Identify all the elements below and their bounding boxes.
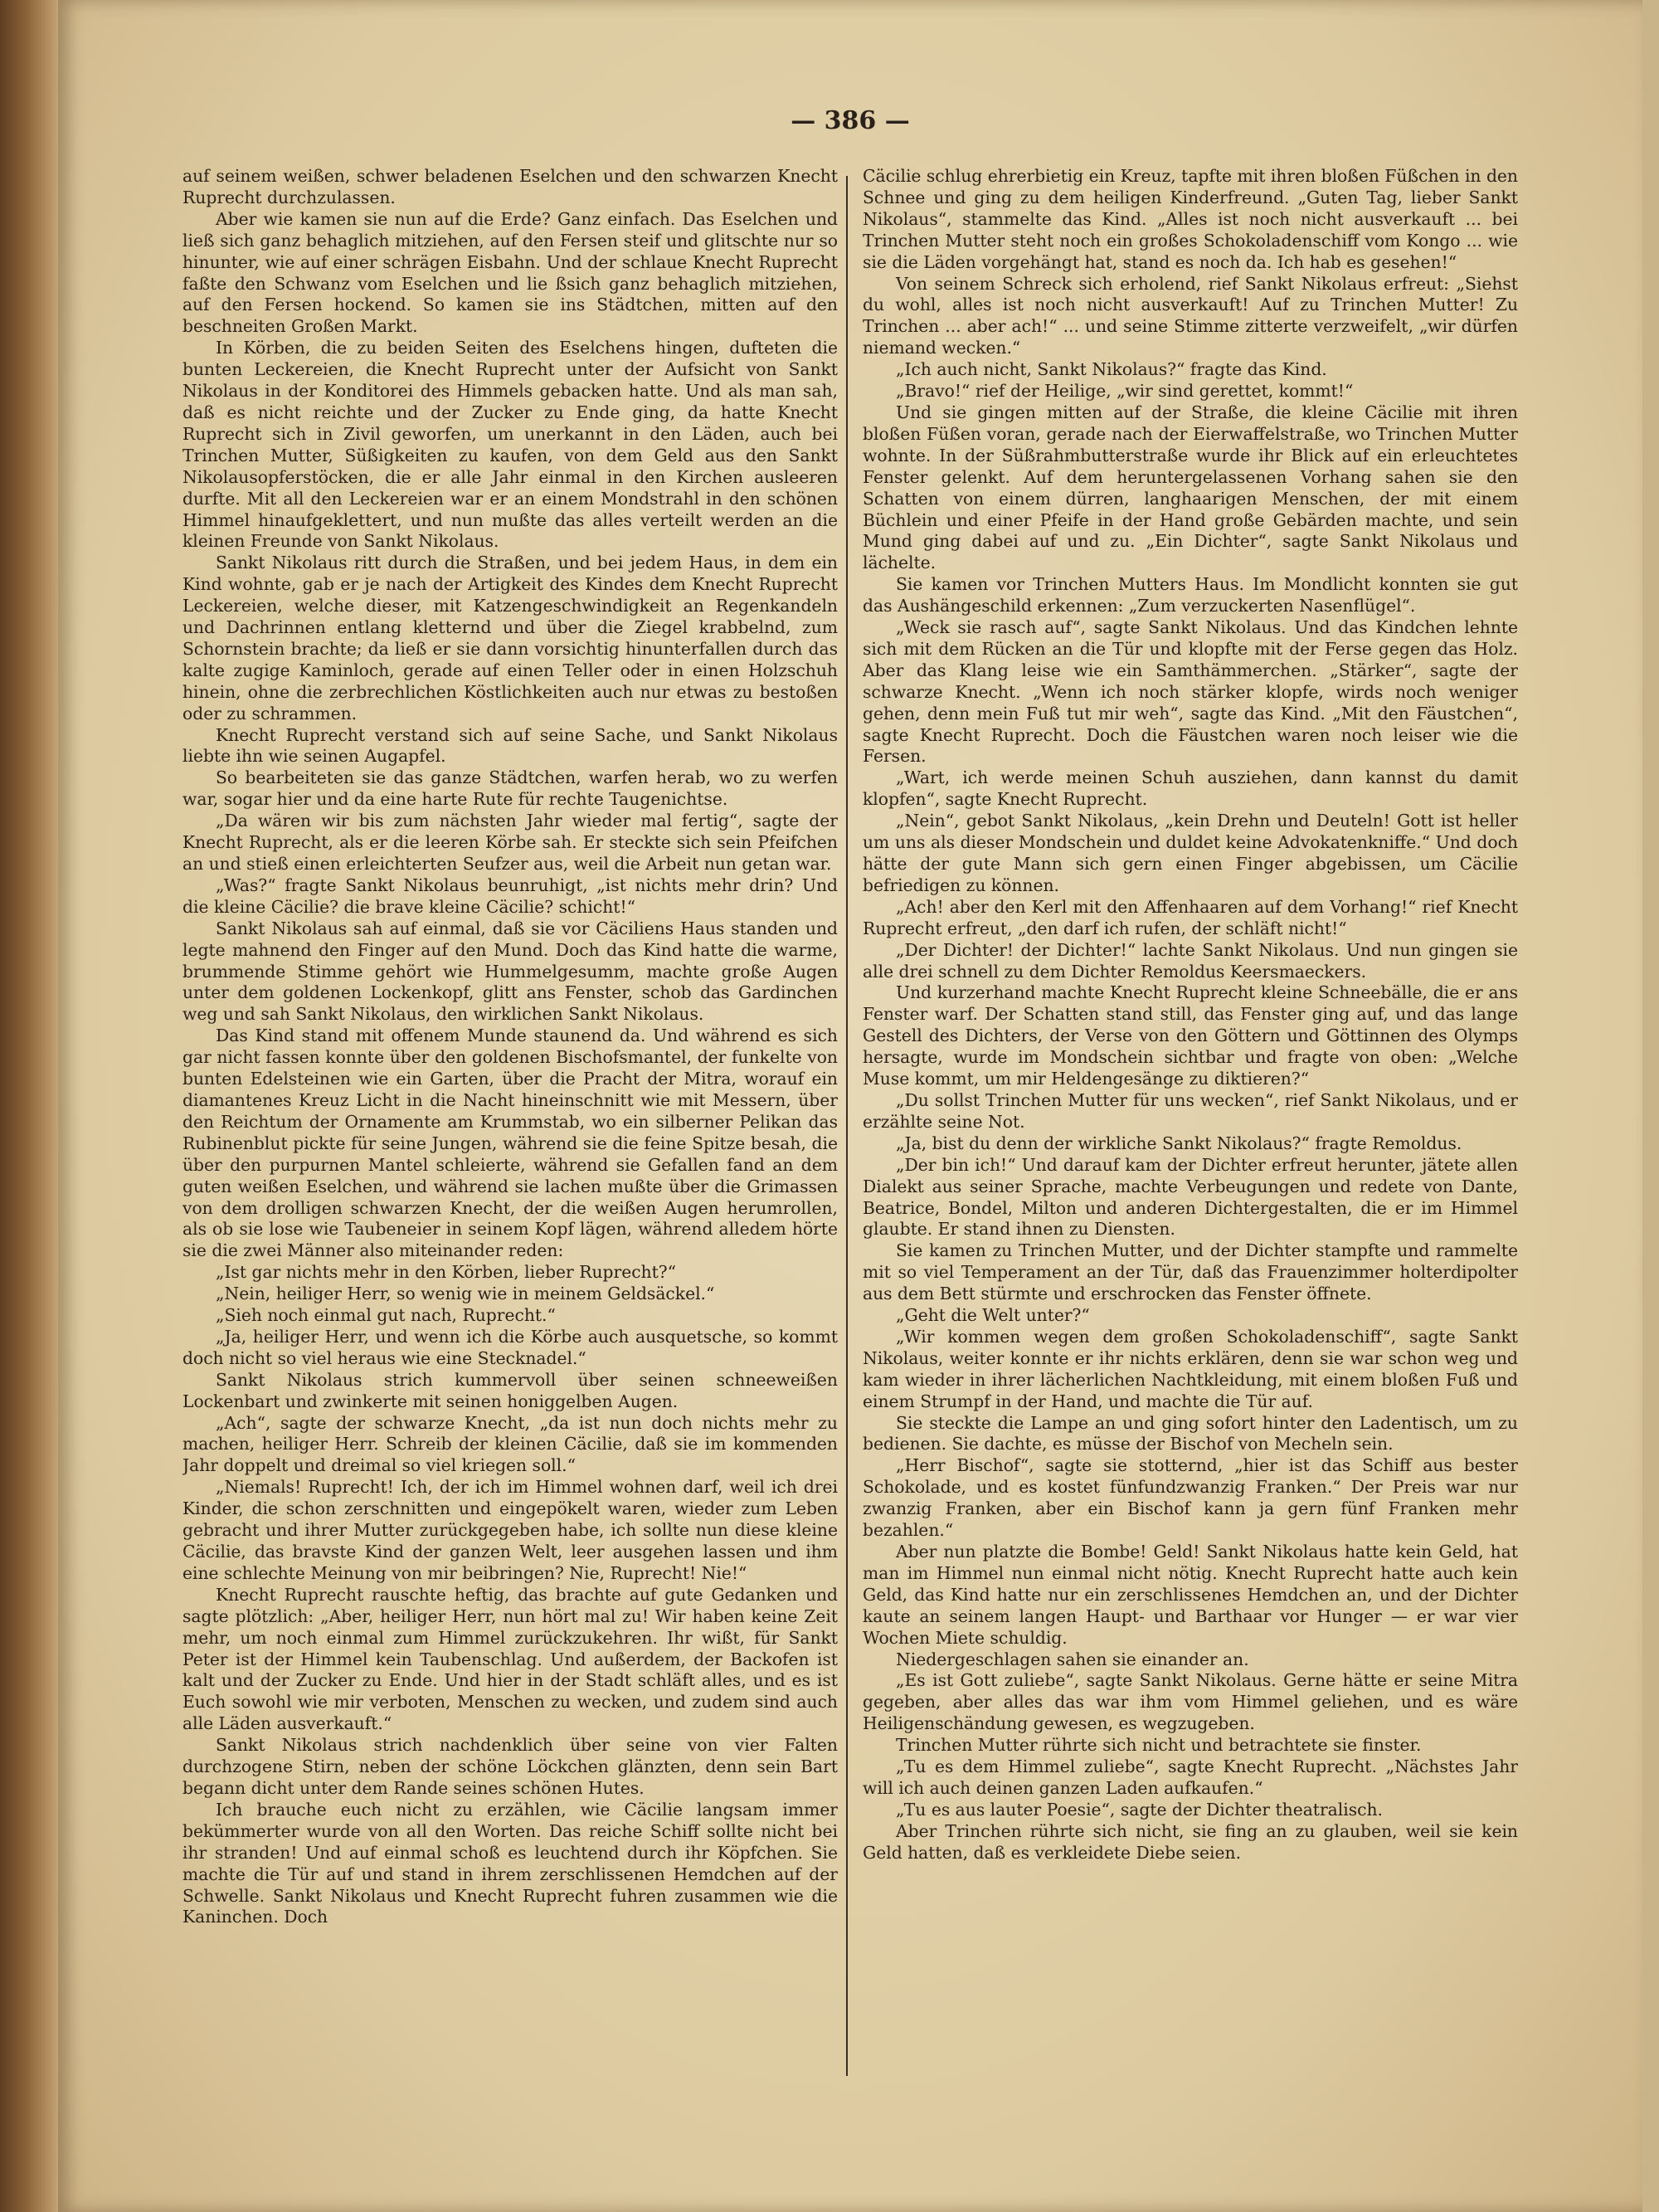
paragraph: „Der Dichter! der Dichter!“ lachte Sankt Nikolaus. Und nun gingen sie alle drei schnell zu dem Dichter Remoldus Keersmaeckers. <box>863 939 1518 982</box>
paragraph: „Ach! aber den Kerl mit den Affenhaaren auf dem Vorhang!“ rief Knecht Ruprecht erfreut, „den darf ich rufen, der schläft nicht!“ <box>863 896 1518 938</box>
paragraph: Cäcilie schlug ehrerbietig ein Kreuz, tapfte mit ihren bloßen Füßchen in den Schnee und ging zu dem heiligen Kinderfreund. „Guten Tag, lieber Sankt Nikolaus“, stammelte das Kind. „Alles ist noch nicht ausverkauft ... bei Trinchen Mutter steht noch ein großes Schokoladenschiff vom Kongo ... wie sie die Läden vorgehängt hat, stand es noch da. Ich hab es gesehen!“ <box>863 166 1518 272</box>
paragraph: „Herr Bischof“, sagte sie stotternd, „hier ist das Schiff aus bester Schokolade, und es kostet fünfundzwanzig Franken.“ Der Preis war nur zwanzig Franken, aber ein Bischof kann ja gern fünf Franken mehr bezahlen.“ <box>863 1455 1518 1541</box>
paragraph: Aber nun platzte die Bombe! Geld! Sankt Nikolaus hatte kein Geld, hat man im Himmel nun einmal nicht nötig. Knecht Ruprecht hatte auch kein Geld, das Kind hatte nur ein zerschlissenes Hemdchen an, und der Dichter kaute an seinem langen Haupt- und Barthaar vor Hunger — er war vier Wochen Miete schuldig. <box>863 1542 1518 1648</box>
paragraph: „Es ist Gott zuliebe“, sagte Sankt Nikolaus. Gerne hätte er seine Mitra gegeben, aber alles das war ihm vom Himmel geliehen, und es wäre Heiligenschändung gewesen, es wegzugeben. <box>863 1670 1518 1734</box>
paragraph: „Du sollst Trinchen Mutter für uns wecken“, rief Sankt Nikolaus, und er erzählte seine Not. <box>863 1089 1518 1132</box>
left-column <box>182 166 838 2078</box>
paragraph: Sankt Nikolaus ritt durch die Straßen, und bei jedem Haus, in dem ein Kind wohnte, gab er je nach der Artigkeit des Kindes dem Knecht Ruprecht Leckereien, welche dieser, mit Katzengeschwindigkeit an Regenkandeln und Dachrinnen entlang kletternd und über die Ziegel krabbelnd, zum Schornstein brachte; da ließ er sie dann vorsichtig hinunterfallen durch das kalte zugige Kaminloch, gerade auf einen Teller oder in einen Holzschuh hinein, ohne die zerbrechlichen Köstlichkeiten auch nur etwas zu bestoßen oder zu schrammen. <box>182 553 838 724</box>
paragraph: „Tu es dem Himmel zuliebe“, sagte Knecht Ruprecht. „Nächstes Jahr will ich auch deinen ganzen Laden aufkaufen.“ <box>863 1756 1518 1798</box>
paragraph: „Tu es aus lauter Poesie“, sagte der Dichter theatralisch. <box>896 1799 1383 1820</box>
paragraph: „Nein“, gebot Sankt Nikolaus, „kein Drehn und Deuteln! Gott ist heller um uns als dieser Mondschein und duldet keine Advokatenkniffe.“ Und doch hätte der gute Mann sich gern einen Finger abgebissen, um Cäcilie befriedigen zu können. <box>863 811 1518 895</box>
paragraph: Sie kamen vor Trinchen Mutters Haus. Im Mondlicht konnten sie gut das Aushängeschild erkennen: „Zum verzuckerten Nasenflügel“. <box>863 574 1518 616</box>
paragraph: So bearbeiteten sie das ganze Städtchen, warfen herab, wo zu werfen war, sogar hier und da eine harte Rute für rechte Taugenichtse. <box>182 767 838 810</box>
paragraph: „Ja, bist du denn der wirkliche Sankt Nikolaus?“ fragte Remoldus. <box>896 1133 1462 1153</box>
paragraph: „Weck sie rasch auf“, sagte Sankt Nikolaus. Und das Kindchen lehnte sich mit dem Rücken an die Tür und klopfte mit der Ferse gegen das Holz. Aber das Klang leise wie ein Samthämmerchen. „Stärker“, sagte der schwarze Knecht. „Wenn ich noch stärker klopfe, wirds noch weniger gehen, denn mein Fuß tut mir weh“, sagte das Kind. „Mit den Fäustchen“, sagte Knecht Ruprecht. Doch die Fäustchen waren noch leiser wie die Fersen. <box>863 617 1518 767</box>
paragraph: „Der bin ich!“ Und darauf kam der Dichter erfreut herunter, jätete allen Dialekt aus seiner Sprache, machte Verbeugungen und redete von Dante, Beatrice, Bondel, Milton und anderen Dichtergestalten, die er im Himmel glaubte. Er stand ihnen zu Diensten. <box>863 1154 1518 1240</box>
paragraph: Von seinem Schreck sich erholend, rief Sankt Nikolaus erfreut: „Siehst du wohl, alles ist noch nicht ausverkauft! Auf zu Trinchen Mutter! Zu Trinchen ... aber ach!“ ... und seine Stimme zitterte verzweifelt, „wir dürfen niemand wecken.“ <box>863 273 1518 358</box>
paragraph: „Ach“, sagte der schwarze Knecht, „da ist nun doch nichts mehr zu machen, heiliger Herr. Schreib der kleinen Cäcilie, daß sie im kommenden Jahr doppelt und dreimal so viel kriegen soll.“ <box>182 1412 838 1476</box>
paragraph: „Was?“ fragte Sankt Nikolaus beunruhigt, „ist nichts mehr drin? Und die kleine Cäcilie? die brave kleine Cäcilie? schicht!“ <box>182 875 838 917</box>
paragraph: Sankt Nikolaus sah auf einmal, daß sie vor Cäciliens Haus standen und legte mahnend den Finger auf den Mund. Doch das Kind hatte die warme, brummende Stimme gehört wie Hummelgesumm, machte große Augen unter dem goldenen Lockenkopf, glitt ans Fenster, schob das Gardinchen weg und sah Sankt Nikolaus, den wirklichen Sankt Nikolaus. <box>182 918 838 1025</box>
paragraph: „Ja, heiliger Herr, und wenn ich die Körbe auch ausquetsche, so kommt doch nicht so viel heraus wie eine Stecknadel.“ <box>182 1326 838 1368</box>
paragraph: „Wart, ich werde meinen Schuh ausziehen, dann kannst du damit klopfen“, sagte Knecht Ruprecht. <box>863 767 1518 810</box>
paragraph: „Bravo!“ rief der Heilige, „wir sind gerettet, kommt!“ <box>896 381 1354 402</box>
paragraph: Trinchen Mutter rührte sich nicht und betrachtete sie finster. <box>896 1735 1422 1756</box>
right-column <box>863 166 1518 2078</box>
paragraph: „Ist gar nichts mehr in den Körben, lieber Ruprecht?“ <box>216 1262 677 1283</box>
paragraph: Sankt Nikolaus strich nachdenklich über seine von vier Falten durchzogene Stirn, neben der schöne Löckchen glänzten, denn sein Bart begann dicht unter dem Rande seines schönen Hutes. <box>182 1735 838 1798</box>
paragraph: Knecht Ruprecht verstand sich auf seine Sache, und Sankt Nikolaus liebte ihn wie seinen Augapfel. <box>182 724 838 767</box>
paragraph: Aber wie kamen sie nun auf die Erde? Ganz einfach. Das Eselchen und ließ sich ganz behaglich mitziehen, auf den Fersen steif und glitschte nur so hinunter, wie auf einer schrägen Eisbahn. Und der schlaue Knecht Ruprecht faßte den Schwanz vom Eselchen und lie ßsich ganz behaglich mitziehen, auf den Fersen hockend. So kamen sie ins Städtchen, mitten auf den beschneiten Großen Markt. <box>182 208 838 337</box>
paragraph: auf seinem weißen, schwer beladenen Eselchen und den schwarzen Knecht Ruprecht durchzulassen. <box>182 166 838 207</box>
paragraph: „Geht die Welt unter?“ <box>896 1305 1090 1326</box>
paragraph: Sankt Nikolaus strich kummervoll über seinen schneeweißen Lockenbart und zwinkerte mit seinen honiggelben Augen. <box>182 1369 838 1411</box>
paragraph: Das Kind stand mit offenem Munde staunend da. Und während es sich gar nicht fassen konnte über den goldenen Bischofsmantel, der funkelte von bunten Edelsteinen wie ein Garten, über die Pracht der Mitra, worauf ein diamantenes Kreuz Licht in die Nacht hineinschnitt wie mit Messern, über den Reichtum der Ornamente am Krummstab, wo ein silberner Pelikan das Rubinenblut pickte für seine Jungen, während sie die feine Spitze besah, die über den purpurnen Mantel schleierte, während sie Gefallen fand an dem guten weißen Eselchen, und während sie lachen mußte über die Grimassen von dem drolligen schwarzen Knecht, der die weißen Augen herumrollen, als ob sie lose wie Taubeneier in seinem Kopf lägen, während alledem hörte sie die zwei Männer also miteinander reden: <box>182 1026 838 1261</box>
paragraph: „Ich auch nicht, Sankt Nikolaus?“ fragte das Kind. <box>896 359 1327 380</box>
paragraph: In Körben, die zu beiden Seiten des Eselchens hingen, dufteten die bunten Leckereien, die Knecht Ruprecht unter der Aufsicht von Sankt Nikolaus in der Konditorei des Himmels gebacken hatte. Und als man sah, daß es nicht reichte und der Zucker zu Ende ging, da hatte Knecht Ruprecht sich in Zivil geworfen, um unerkannt in den Läden, auch bei Trinchen Mutter, Süßigkeiten zu kaufen, von dem Geld aus den Sankt Nikolausopferstöcken, die er alle Jahr einmal in den Kirchen ausleeren durfte. Mit all den Leckereien war er an einem Mondstrahl in den schönen Himmel hinaufgeklettert, und nun mußte das alles verteilt werden an die kleinen Freunde von Sankt Nikolaus. <box>182 338 838 552</box>
paragraph: Ich brauche euch nicht zu erzählen, wie Cäcilie langsam immer bekümmerter wurde von all den Worten. Das reiche Schiff sollte nicht bei ihr stranden! Und auf einmal schoß es leuchtend durch ihr Köpfchen. Sie machte die Tür auf und stand in ihrem zerschlissenen Hemdchen auf der Schwelle. Sankt Nikolaus und Knecht Ruprecht fuhren zusammen wie die Kaninchen. Doch <box>182 1799 838 1927</box>
paragraph: Sie steckte die Lampe an und ging sofort hinter den Ladentisch, um zu bedienen. Sie dachte, es müsse der Bischof von Mecheln sein. <box>863 1412 1518 1454</box>
paragraph: Und kurzerhand machte Knecht Ruprecht kleine Schneebälle, die er ans Fenster warf. Der Schatten stand still, das Fenster ging auf, und das lange Gestell des Dichters, der Verse von den Göttern und Göttinnen des Olymps hersagte, wurde im Mondschein sichtbar und fragte von oben: „Welche Muse kommt, um mir Heldengesänge zu diktieren?“ <box>863 982 1518 1089</box>
page-number: — 386 — <box>791 106 910 135</box>
paragraph: „Wir kommen wegen dem großen Schokoladenschiff“, sagte Sankt Nikolaus, weiter konnte er ihr nichts erklären, denn sie war schon weg und kam wieder in ihrer lächerlichen Nachtkleidung, mit einem bloßen Fuß und einem Strumpf in der Hand, und machte die Tür auf. <box>863 1326 1518 1411</box>
paragraph: Niedergeschlagen sahen sie einander an. <box>896 1649 1249 1669</box>
paragraph: Und sie gingen mitten auf der Straße, die kleine Cäcilie mit ihren bloßen Füßen voran, gerade nach der Eierwaffelstraße, wo Trinchen Mutter wohnte. In der Süßrahmbutterstraße wurde ihr Blick auf ein erleuchtetes Fenster gelenkt. Auf dem heruntergelassenen Vorhang sahen sie den Schatten von einem dürren, langhaarigen Menschen, der mit einem Büchlein und einer Pfeife in der Hand große Gebärden machte, und sein Mund ging dabei auf und zu. „Ein Dichter“, sagte Sankt Nikolaus und lächelte. <box>863 402 1518 573</box>
paragraph: „Sieh noch einmal gut nach, Ruprecht.“ <box>216 1305 556 1326</box>
paragraph: „Da wären wir bis zum nächsten Jahr wieder mal fertig“, sagte der Knecht Ruprecht, als er die leeren Körbe sah. Er steckte sich sein Pfeifchen an und stieß einen erleichterten Seufzer aus, weil die Arbeit nun getan war. <box>182 811 838 874</box>
paragraph: Knecht Ruprecht rauschte heftig, das brachte auf gute Gedanken und sagte plötzlich: „Aber, heiliger Herr, nun hört mal zu! Wir haben keine Zeit mehr, um noch einmal zum Himmel zurückzukehren. Ihr wißt, für Sankt Peter ist der Himmel kein Taubenschlag. Und außerdem, der Backofen ist kalt und der Zucker zu Ende. Und hier in der Stadt schläft alles, und es ist Euch sowohl wie mir verboten, Menschen zu wecken, und zudem sind auch alle Läden ausverkauft.“ <box>182 1584 838 1734</box>
paragraph: „Niemals! Ruprecht! Ich, der ich im Himmel wohnen darf, weil ich drei Kinder, die schon zerschnitten und eingepökelt waren, wieder zum Leben gebracht und ihrer Mutter zurückgegeben habe, ich sollte nun diese kleine Cäcilie, das bravste Kind der ganzen Welt, leer ausgehen lassen und ihm eine schlechte Meinung von mir beibringen? Nie, Ruprecht! Nie!“ <box>182 1477 838 1583</box>
book-binding <box>0 0 58 2212</box>
paragraph: „Nein, heiliger Herr, so wenig wie in meinem Geldsäckel.“ <box>216 1284 715 1304</box>
paragraph: Sie kamen zu Trinchen Mutter, und der Dichter stampfte und rammelte mit so viel Temperament an der Tür, daß das Frauenzimmer holterdipolter aus dem Bett stürmte und erschrocken das Fenster öffnete. <box>863 1240 1518 1304</box>
column-divider <box>846 176 848 2076</box>
paragraph: Aber Trinchen rührte sich nicht, sie fing an zu glauben, weil sie kein Geld hatten, daß es verkleidete Diebe seien. <box>863 1820 1518 1863</box>
